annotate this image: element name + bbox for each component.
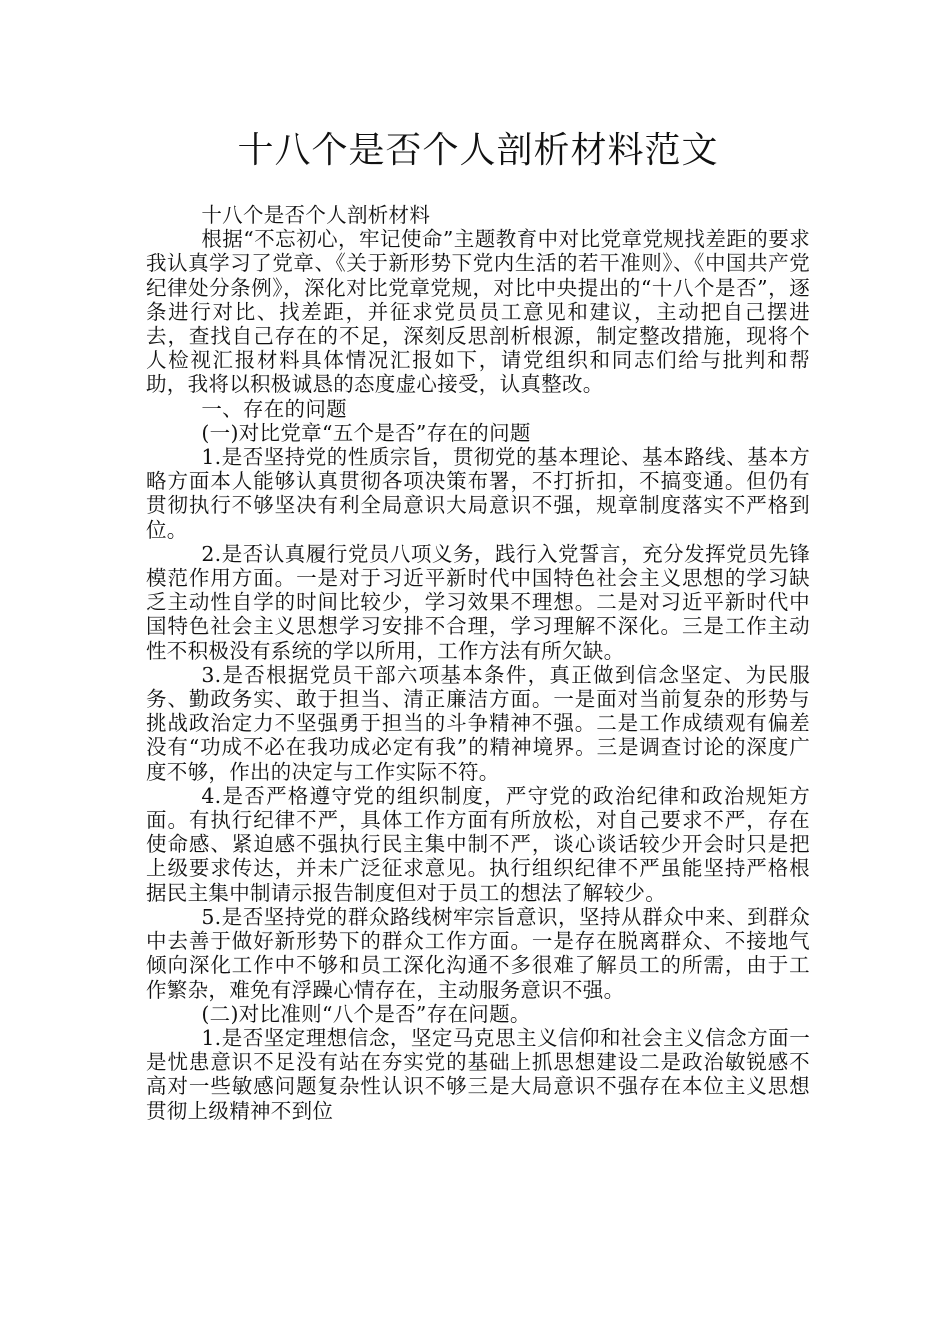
document-body <box>146 203 810 1123</box>
subsection-heading: (二)对比准则“八个是否”存在问题。 <box>201 1001 531 1026</box>
item-paragraph: 4.是否严格遵守党的组织制度，严守党的政治纪律和政治规矩方面。有执行纪律不严，具体工作方面有所放松，对自己要求不严，存在使命感、紧迫感不强执行民主集中制不严，谈心谈话较少开会时只是把上级要求传达，并未广泛征求意见。执行组织纪律不严虽能坚持严格根据民主集中制请示报告制度但对于员工的想法了解较少。 <box>146 783 810 905</box>
document-title: 十八个是否个人剖析材料范文 <box>237 130 719 171</box>
item-paragraph: 1.是否坚定理想信念，坚定马克思主义信仰和社会主义信念方面一是忧患意识不足没有站在夯实党的基础上抓思想建设二是政治敏锐感不高对一些敏感问题复杂性认识不够三是大局意识不强存在本位主义思想贯彻上级精神不到位 <box>146 1025 810 1123</box>
item-paragraph: 1.是否坚持党的性质宗旨，贯彻党的基本理论、基本路线、基本方略方面本人能够认真贯彻各项决策布署，不打折扣，不搞变通。但仍有贯彻执行不够坚决有利全局意识大局意识不强，规章制度落实不严格到位。 <box>146 445 810 542</box>
item-paragraph: 3.是否根据党员干部六项基本条件，真正做到信念坚定、为民服务、勤政务实、敢于担当、清正廉洁方面。一是面对当前复杂的形势与挑战政治定力不坚强勇于担当的斗争精神不强。二是工作成绩观有偏差没有“功成不必在我功成必定有我”的精神境界。三是调查讨论的深度广度不够，作出的决定与工作实际不符。 <box>146 662 810 784</box>
intro-paragraph: 根据“不忘初心，牢记使命”主题教育中对比党章党规找差距的要求我认真学习了党章、《关于新形势下党内生活的若干准则》、《中国共产党纪律处分条例》，深化对比党章党规，对比中央提出的“十八个是否”，逐条进行对比、找差距，并征求党员员工意见和建议，主动把自己摆进去，查找自己存在的不足，深刻反思剖析根源，制定整改措施，现将个人检视汇报材料具体情况汇报如下，请党组织和同志们给与批判和帮助，我将以积极诚恳的态度虚心接受，认真整改。 <box>146 227 810 397</box>
item-paragraph: 2.是否认真履行党员八项义务，践行入党誓言，充分发挥党员先锋模范作用方面。一是对于习近平新时代中国特色社会主义思想的学习缺乏主动性自学的时间比较少，学习效果不理想。二是对习近平新时代中国特色社会主义思想学习安排不合理，学习理解不深化。三是工作主动性不积极没有系统的学以所用，工作方法有所欠缺。 <box>146 541 810 663</box>
document-page <box>146 125 810 1123</box>
item-paragraph: 5.是否坚持党的群众路线树牢宗旨意识，坚持从群众中来、到群众中去善于做好新形势下的群众工作方面。一是存在脱离群众、不接地气倾向深化工作中不够和员工深化沟通不多很难了解员工的所需，由于工作繁杂，难免有浮躁心情存在，主动服务意识不强。 <box>146 904 810 1002</box>
section-heading: 一、存在的问题 <box>201 396 347 421</box>
subsection-heading: (一)对比党章“五个是否”存在的问题 <box>201 420 531 445</box>
subtitle-paragraph: 十八个是否个人剖析材料 <box>201 203 431 227</box>
